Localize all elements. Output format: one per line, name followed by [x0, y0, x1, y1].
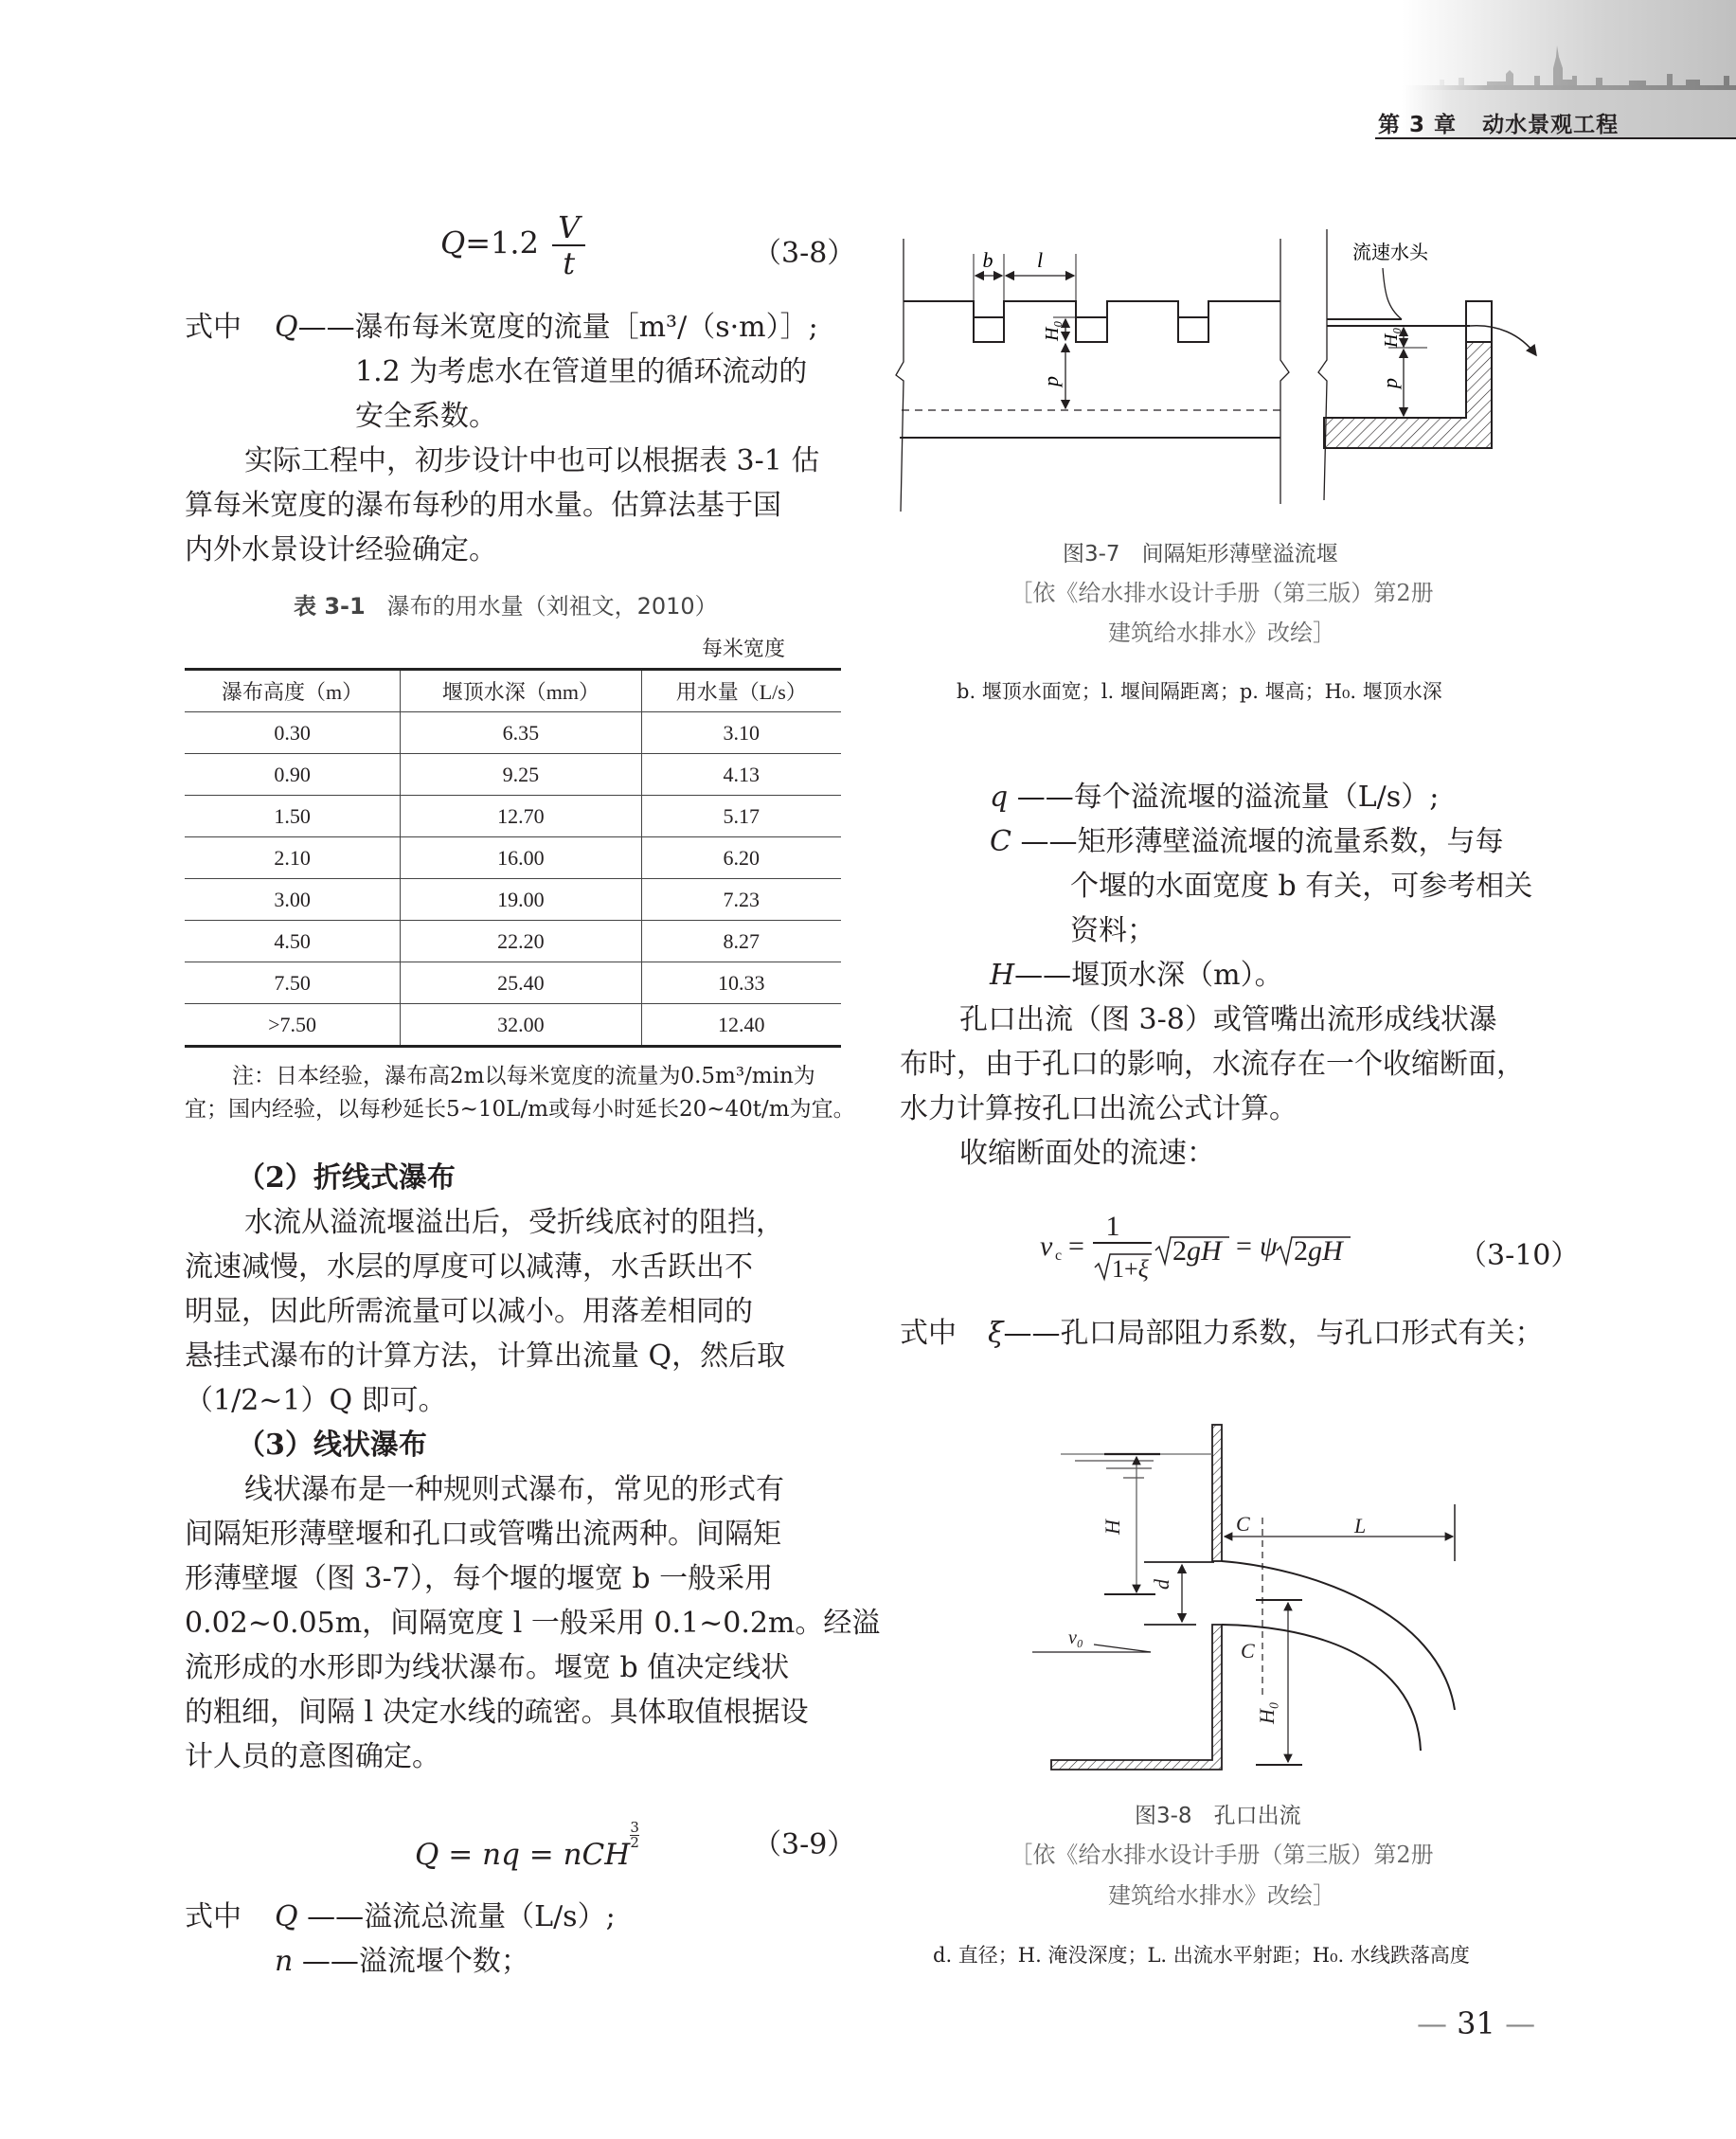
definition: ——孔口局部阻力系数，与孔口形式有关；	[1003, 1317, 1544, 1350]
figure-3-8-diagram	[1032, 1402, 1487, 1781]
table-row	[185, 962, 841, 1004]
paragraph-line: 悬挂式瀑布的计算方法，计算出流量 Q，然后取	[185, 1339, 786, 1373]
equation-3-10	[1032, 1201, 1411, 1286]
paragraph-line: 明显，因此所需流量可以减小。用落差相同的	[185, 1295, 753, 1328]
cell: 10.33	[641, 962, 841, 1004]
symbol: n	[275, 1945, 294, 1978]
running-header	[1378, 107, 1619, 138]
table-row	[185, 712, 841, 754]
table-header-row	[185, 670, 841, 712]
where-item	[275, 1895, 616, 1939]
col-header: 瀑布高度（m）	[185, 670, 401, 712]
table-number: 表 3-1	[294, 593, 366, 620]
cell: 7.50	[185, 962, 401, 1004]
table-row	[185, 879, 841, 921]
paragraph-line: 内外水景设计经验确定。	[185, 533, 497, 566]
exp-denominator: 2	[630, 1834, 639, 1851]
definition: ——堰顶水深（m）。	[1014, 959, 1283, 992]
label-H0: H₀	[1255, 1701, 1279, 1724]
equation-3-9	[415, 1821, 639, 1872]
cell: 1.50	[185, 796, 401, 837]
cell: 3.00	[185, 879, 401, 921]
chapter-title: 动水景观工程	[1482, 113, 1620, 137]
equation-number-3-8: （3-8）	[753, 237, 856, 270]
where-item	[988, 1311, 1544, 1356]
table-row	[185, 921, 841, 962]
eq-denominator: t	[563, 245, 576, 281]
header-rule	[1375, 137, 1736, 139]
svg-text:=: =	[1068, 1231, 1084, 1262]
cell: 0.90	[185, 754, 401, 796]
where-item-continued: 个堰的水面宽度 b 有关，可参考相关	[1070, 870, 1533, 903]
equation-3-8	[440, 210, 585, 280]
table-row	[185, 796, 841, 837]
label-p: p	[1039, 376, 1063, 386]
table-note-line: 注：日本经验，瀑布高2m以每米宽度的流量为0.5m³/min为	[232, 1064, 815, 1088]
svg-text:1: 1	[1105, 1211, 1120, 1242]
cell: 16.00	[401, 837, 641, 879]
cell: 7.23	[641, 879, 841, 921]
label-H: H	[1101, 1519, 1124, 1535]
dash: ——	[297, 311, 355, 344]
water-usage-table	[185, 668, 841, 1048]
cell: 22.20	[401, 921, 641, 962]
figure-3-8-source-line: ［依《给水排水设计手册（第三版）第2册	[1010, 1842, 1434, 1868]
where-prefix: 式中	[185, 1900, 242, 1933]
svg-text:2gH: 2gH	[1172, 1235, 1222, 1267]
page-number-footer	[1417, 2005, 1535, 2041]
paragraph-line: 线状瀑布是一种规则式瀑布，常见的形式有	[244, 1473, 784, 1506]
cell: 4.50	[185, 921, 401, 962]
cell: 0.30	[185, 712, 401, 754]
cell: 25.40	[401, 962, 641, 1004]
symbol: Q	[275, 1900, 298, 1933]
equation-number-3-10: （3-10）	[1459, 1239, 1580, 1272]
page-number: 31	[1457, 2005, 1495, 2041]
figure-3-7-source-line: ［依《给水排水设计手册（第三版）第2册	[1010, 580, 1434, 606]
definition: ——矩形薄壁溢流堰的流量系数，与每	[1020, 825, 1504, 858]
figure-3-7-source-line: 建筑给水排水》改绘］	[1108, 620, 1335, 646]
where-item	[990, 953, 1283, 998]
table-caption: 瀑布的用水量（刘祖文，2010）	[386, 593, 718, 620]
cell: >7.50	[185, 1004, 401, 1047]
definition-line: 瀑布每米宽度的流量［m³/（s·m）］;	[354, 311, 818, 344]
figure-3-8-legend: d. 直径；H. 淹没深度；L. 出流水平射距；H₀. 水线跌落高度	[933, 1944, 1470, 1967]
cell: 2.10	[185, 837, 401, 879]
table-row	[185, 1004, 841, 1047]
paragraph-line: 流形成的水形即为线状瀑布。堰宽 b 值决定线状	[185, 1651, 790, 1684]
paragraph-line: 收缩断面处的流速：	[959, 1137, 1215, 1170]
eq-body: Q = nq = nCH	[415, 1838, 631, 1872]
symbol: q	[990, 781, 1009, 814]
chapter-number: 第 3 章	[1378, 113, 1458, 137]
eq-numerator: V	[552, 210, 585, 246]
where-item	[990, 775, 1439, 819]
table-row	[185, 754, 841, 796]
figure-3-8-caption: 图3-8 孔口出流	[1135, 1804, 1301, 1828]
definition-line: 安全系数。	[355, 400, 497, 433]
label-C-bottom: C	[1241, 1639, 1255, 1663]
cell: 5.17	[641, 796, 841, 837]
cell: 6.35	[401, 712, 641, 754]
paragraph-line: 0.02~0.05m，间隔宽度 l 一般采用 0.1~0.2m。经溢	[185, 1607, 881, 1640]
paragraph-line: 计人员的意图确定。	[185, 1740, 440, 1773]
where-item-continued: 资料；	[1070, 914, 1155, 947]
paragraph-line: （1/2~1）Q 即可。	[185, 1384, 447, 1417]
cell: 32.00	[401, 1004, 641, 1047]
figure-3-7-caption: 图3-7 间隔矩形薄壁溢流堰	[1063, 542, 1338, 566]
eq-lhs-subscript: c	[1055, 1248, 1063, 1264]
figure-3-8-source-line: 建筑给水排水》改绘］	[1108, 1882, 1335, 1909]
table-unit-note: 每米宽度	[702, 638, 786, 661]
label-H0-right: H₀	[1381, 327, 1402, 348]
eq-lhs: v	[1040, 1231, 1053, 1262]
definition: ——溢流堰个数；	[301, 1945, 529, 1978]
cell: 6.20	[641, 837, 841, 879]
label-C-top: C	[1236, 1512, 1250, 1536]
eq-lhs: Q	[440, 225, 466, 261]
paragraph-line: 实际工程中，初步设计中也可以根据表 3-1 估	[244, 444, 820, 477]
paragraph-line: 孔口出流（图 3-8）或管嘴出流形成线状瀑	[959, 1003, 1497, 1036]
paragraph-line: 水力计算按孔口出流公式计算。	[900, 1092, 1298, 1125]
label-H0: H₀	[1042, 320, 1063, 341]
paragraph-line: 布时，由于孔口的影响，水流存在一个收缩断面，	[900, 1048, 1525, 1081]
where-symbol-Q	[275, 305, 818, 350]
cell: 12.40	[641, 1004, 841, 1047]
symbol: C	[990, 825, 1011, 858]
dash-right: —	[1505, 2005, 1536, 2041]
equation-number-3-9: （3-9）	[753, 1828, 856, 1861]
paragraph-line: 流速减慢，水层的厚度可以减薄，水舌跃出不	[185, 1250, 753, 1284]
symbol: H	[990, 959, 1015, 992]
svg-text:=: =	[1236, 1231, 1252, 1262]
table-row	[185, 837, 841, 879]
label-l: l	[1036, 248, 1044, 272]
section-heading: （2）折线式瀑布	[237, 1161, 456, 1195]
table-title	[294, 587, 718, 620]
dash-left: —	[1417, 2005, 1447, 2041]
cell: 19.00	[401, 879, 641, 921]
where-item	[990, 819, 1504, 864]
svg-text:2gH: 2gH	[1294, 1235, 1343, 1267]
paragraph-line: 水流从溢流堰溢出后，受折线底衬的阻挡，	[244, 1206, 784, 1239]
eq-coef: =1.2	[465, 225, 539, 261]
figure-3-7-legend: b. 堰顶水面宽；l. 堰间隔距离；p. 堰高；H₀. 堰顶水深	[957, 680, 1442, 703]
cell: 12.70	[401, 796, 641, 837]
definition: ——每个溢流堰的溢流量（L/s）;	[1016, 781, 1440, 814]
cell: 8.27	[641, 921, 841, 962]
table-note-line: 宜；国内经验，以每秒延长5~10L/m或每小时延长20~40t/m为宜。	[185, 1097, 855, 1122]
symbol: ξ	[988, 1317, 1004, 1350]
label-L: L	[1354, 1514, 1367, 1537]
col-header: 用水量（L/s）	[641, 670, 841, 712]
label-velocity-head: 流速水头	[1352, 243, 1428, 263]
cell: 4.13	[641, 754, 841, 796]
svg-text:1+ξ: 1+ξ	[1112, 1255, 1149, 1283]
definition: ——溢流总流量（L/s）;	[307, 1900, 616, 1933]
section-heading: （3）线状瀑布	[237, 1429, 427, 1462]
figure-3-7-diagram	[890, 218, 1572, 521]
paragraph-line: 的粗细，间隔 l 决定水线的疏密。具体取值根据设	[185, 1696, 809, 1729]
paragraph-line: 形薄壁堰（图 3-7），每个堰的堰宽 b 一般采用	[185, 1562, 774, 1595]
where-prefix: 式中	[185, 311, 242, 344]
city-skyline-image	[1402, 38, 1736, 90]
exp-numerator: 3	[630, 1819, 639, 1836]
definition-line: 1.2 为考虑水在管道里的循环流动的	[355, 355, 808, 388]
cell: 9.25	[401, 754, 641, 796]
where-item	[275, 1939, 529, 1984]
svg-text:ψ: ψ	[1260, 1231, 1278, 1262]
col-header: 堰顶水深（mm）	[401, 670, 641, 712]
symbol: Q	[275, 311, 298, 344]
label-d: d	[1150, 1579, 1173, 1590]
cell: 3.10	[641, 712, 841, 754]
label-v0: v₀	[1068, 1627, 1083, 1648]
where-prefix: 式中	[900, 1317, 957, 1350]
paragraph-line: 算每米宽度的瀑布每秒的用水量。估算法基于国	[185, 489, 781, 522]
label-b: b	[982, 248, 993, 272]
label-p-right: p	[1378, 378, 1402, 388]
paragraph-line: 间隔矩形薄壁堰和孔口或管嘴出流两种。间隔矩	[185, 1518, 781, 1551]
